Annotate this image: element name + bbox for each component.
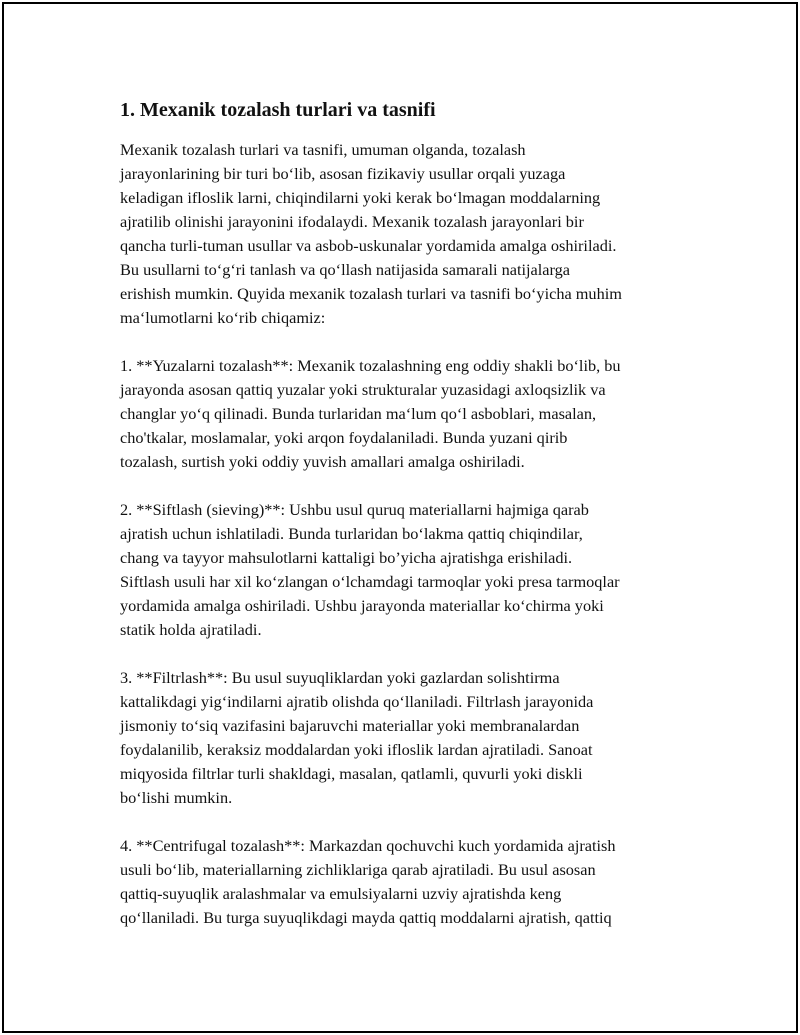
paragraph-siftlash: 2. **Siftlash (sieving)**: Ushbu usul quruq materiallarni hajmiga qarab ajratish uchun ishlatiladi. Bunda turlaridan bo‘lakma qattiq chiqindilar, chang va tayyor mahsulotlarni kattaligi bo’yicha ajratishga erishiladi. Siftlash usuli har xil ko‘zlangan o‘lchamdagi tarmoqlar yoki presa tarmoqlar yordamida amalga oshiriladi. Ushbu jarayonda materiallar ko‘chirma yoki statik holda ajratiladi. [120, 500, 620, 639]
paragraph-centrifugal-tozalash: 4. **Centrifugal tozalash**: Markazdan qochuvchi kuch yordamida ajratish usuli bo‘lib, materiallarning zichliklariga qarab ajratiladi. Bu usul asosan qattiq-suyuqlik aralashmalar va emulsiyalarni uzviy ajratishda keng qo‘llaniladi. Bu turga suyuqlikdagi mayda qattiq moddalarni ajratish, qattiq [120, 836, 616, 927]
section-heading: 1. Mexanik tozalash turlari va tasnifi [120, 99, 436, 121]
document-page [2, 2, 798, 1033]
paragraph-yuzalarni-tozalash: 1. **Yuzalarni tozalash**: Mexanik tozalashning eng oddiy shakli bo‘lib, bu jarayonda asosan qattiq yuzalar yoki strukturalar yuzasidagi axloqsizlik va changlar yo‘q qilinadi. Bunda turlaridan ma‘lum qo‘l asboblari, masalan, cho'tkalar, moslamalar, yoki arqon foydalaniladi. Bunda yuzani qirib tozalash, surtish yoki oddiy yuvish amallari amalga oshiriladi. [120, 356, 621, 471]
document-body [120, 98, 700, 930]
intro-paragraph: Mexanik tozalash turlari va tasnifi, umuman olganda, tozalash jarayonlarining bir turi bo‘lib, asosan fizikaviy usullar orqali yuzaga keladigan ifloslik larni, chiqindilarni yoki kerak bo‘lmagan moddalarning ajratilib olinishi jarayonini ifodalaydi. Mexanik tozalash jarayonlari bir qancha turli-tuman usullar va asbob-uskunalar yordamida amalga oshiriladi. Bu usullarni to‘g‘ri tanlash va qo‘llash natijasida samarali natijalarga erishish mumkin. Quyida mexanik tozalash turlari va tasnifi bo‘yicha muhim ma‘lumotlarni ko‘rib chiqamiz: [120, 140, 622, 327]
paragraph-filtrlash: 3. **Filtrlash**: Bu usul suyuqliklardan yoki gazlardan solishtirma kattalikdagi yig‘indilarni ajratib olishda qo‘llaniladi. Filtrlash jarayonida jismoniy to‘siq vazifasini bajaruvchi materiallar yoki membranalardan foydalanilib, keraksiz moddalardan yoki ifloslik lardan ajratiladi. Sanoat miqyosida filtrlar turli shakldagi, masalan, qatlamli, quvurli yoki diskli bo‘lishi mumkin. [120, 668, 594, 807]
